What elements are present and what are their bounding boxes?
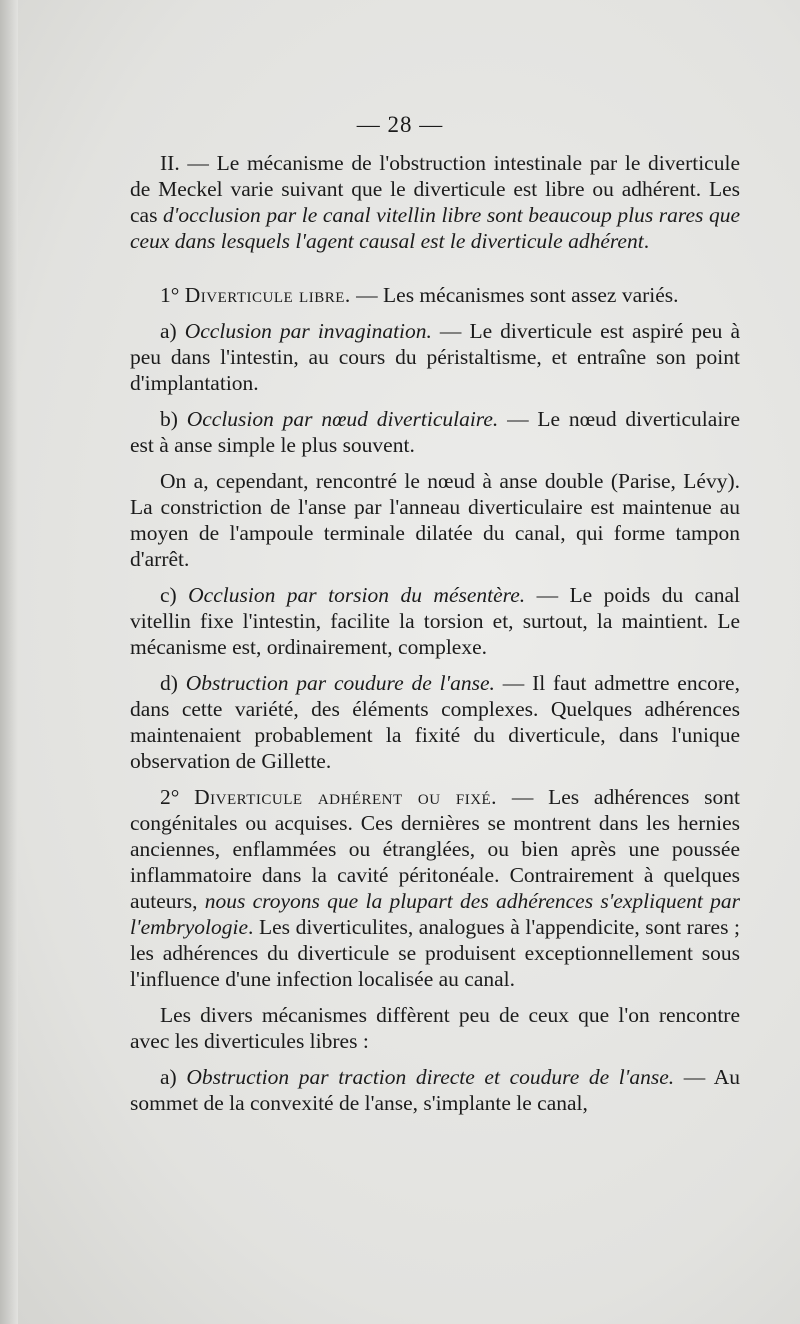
section-ii-paragraph: [130, 150, 740, 254]
item-title: Obstruction par coudure de l'anse.: [185, 671, 495, 695]
item-title: Obstruction par traction directe et coudure de l'anse.: [186, 1065, 675, 1089]
item-title: Occlusion par invagination.: [184, 319, 432, 343]
item-text: — Le nœud diverticulaire est à anse simple le plus souvent.: [130, 407, 740, 457]
adherent-number: 2°: [160, 785, 180, 809]
section-ii-lead: II. — Le mécanisme de l'obstruction intestinale par le diverticule de Meckel varie suivant que le diverticule est libre ou adhérent. Les cas: [130, 151, 740, 227]
item-marker: a): [160, 1065, 187, 1089]
item-marker: d): [160, 671, 186, 695]
adherent-text-2: . Les diverticulites, analogues à l'appendicite, sont rares ; les adhérences du diverticule se produisent exceptionnellement sous l'influence d'une infection localisée au canal.: [130, 915, 740, 991]
libre-intro: — Les mécanismes sont assez variés.: [350, 283, 679, 307]
item-title: Occlusion par torsion du mésentère.: [188, 583, 526, 607]
item-marker: a): [160, 319, 185, 343]
adherent-text-1: — Les adhérences sont congénitales ou acquises. Ces dernières se montrent dans les hernies anciennes, enflammées ou étranglées, ou bien après une poussée inflammatoire dans la cavité péritonéale. Contrairement à quelques auteurs,: [130, 785, 740, 913]
item-text: — Le poids du canal vitellin fixe l'intestin, facilite la torsion et, surtout, la maintient. Le mécanisme est, ordinairement, complexe.: [130, 583, 741, 659]
adherent-intro: Les divers mécanismes diffèrent peu de ceux que l'on rencontre avec les diverticules libres :: [130, 1003, 740, 1053]
page-body: [130, 150, 740, 1116]
item-text: — Le diverticule est aspiré peu à peu dans l'intestin, au cours du péristaltisme, et entraîne son point d'implantation.: [130, 319, 741, 395]
adherent-italic: nous croyons que la plupart des adhérences s'expliquent par l'embryologie: [130, 889, 740, 939]
item-marker: c): [160, 583, 189, 607]
libre-number: 1°: [160, 283, 180, 307]
item-marker: b): [160, 407, 187, 431]
libre-item-a: [130, 318, 740, 396]
libre-item-b: [130, 406, 740, 458]
libre-item-c: [130, 582, 740, 660]
libre-heading: Diverticule libre.: [184, 283, 351, 307]
page-edge-shadow: [0, 0, 18, 1324]
libre-item-b-continuation: On a, cependant, rencontré le nœud à anse double (Parise, Lévy). La constriction de l'anse par l'anneau diverticulaire est maintenue au moyen de l'ampoule terminale dilatée du canal, qui forme tampon d'arrêt.: [130, 469, 740, 571]
adherent-item-a: [130, 1064, 740, 1116]
section-ii-tail: .: [643, 229, 650, 253]
section-ii-italic: d'occlusion par le canal vitellin libre sont beaucoup plus rares que ceux dans lesquels l'agent causal est le diverticule adhérent: [130, 203, 741, 253]
item-title: Occlusion par nœud diverticulaire.: [186, 407, 499, 431]
adherent-heading: Diverticule adhérent ou fixé.: [194, 785, 498, 809]
page-number: — 28 —: [356, 112, 444, 137]
adherent-heading-paragraph: [130, 784, 740, 992]
libre-heading-paragraph: [130, 282, 740, 308]
libre-item-d: [130, 670, 740, 774]
item-text: — Il faut admettre encore, dans cette variété, des éléments complexes. Quelques adhérences maintenaient probablement la fixité du diverticule, dans l'unique observation de Gillette.: [130, 671, 740, 773]
item-text: — Au sommet de la convexité de l'anse, s'implante le canal,: [130, 1065, 741, 1115]
